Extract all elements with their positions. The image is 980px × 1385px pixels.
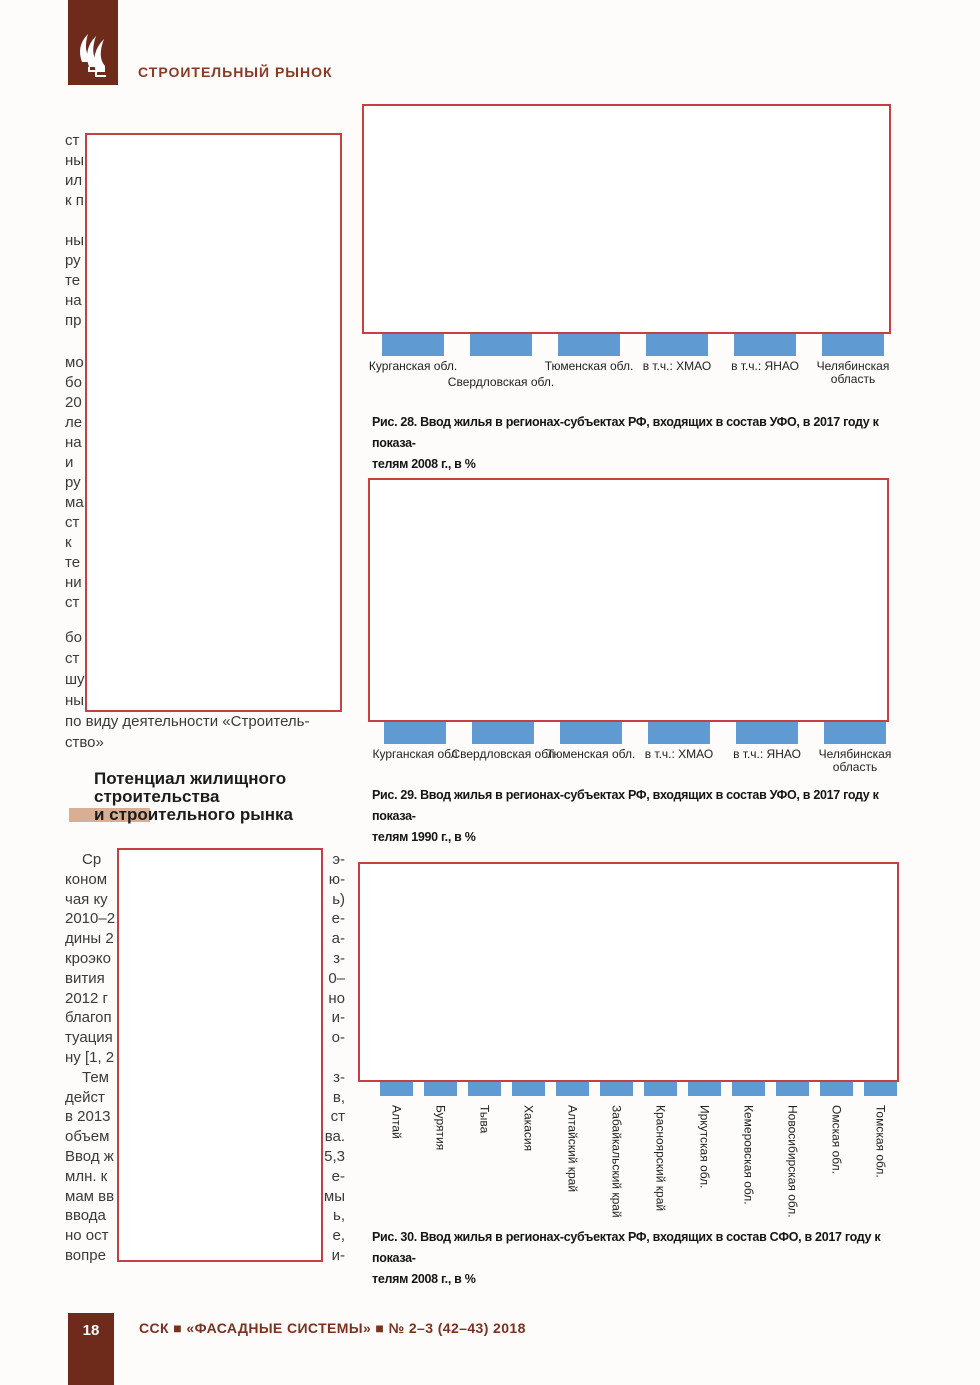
axis-category-label: Томская обл. <box>873 1105 888 1178</box>
bar <box>470 334 532 356</box>
text-line-fragment: коном ю- <box>65 870 345 888</box>
figure-3-bars-row <box>360 1082 902 1218</box>
bar <box>734 334 796 356</box>
category-slot <box>726 1082 770 1218</box>
bar <box>648 722 710 744</box>
text-line-fragment: объем ва. <box>65 1128 345 1146</box>
category-slot <box>462 1082 506 1218</box>
axis-category-label: Челябинская область <box>816 359 890 386</box>
bar <box>824 722 886 744</box>
category-slot <box>506 1082 550 1218</box>
text-line-fragment: ст <box>65 594 80 611</box>
text-line-fragment: 2010–2 е- <box>65 910 345 928</box>
category-slot <box>547 722 635 774</box>
bar <box>468 1082 501 1096</box>
text-line-fragment: к <box>65 534 72 551</box>
category-slot <box>369 334 457 389</box>
category-slot <box>814 1082 858 1218</box>
text-line-fragment: мо <box>65 354 84 371</box>
redaction-box-text-2 <box>117 848 323 1262</box>
bar <box>644 1082 677 1096</box>
category-slot <box>638 1082 682 1218</box>
text-line-fragment: вопре и- <box>65 1246 345 1264</box>
category-slot <box>770 1082 814 1218</box>
redaction-box-chart-1 <box>362 104 891 334</box>
figure-2-bars-row <box>364 722 899 774</box>
bar <box>380 1082 413 1096</box>
axis-category-label: в т.ч.: ЯНАО <box>731 359 799 373</box>
axis-category-label: Новосибирская обл. <box>785 1105 800 1218</box>
category-slot <box>721 334 809 389</box>
bar <box>472 722 534 744</box>
axis-category-label: Курганская обл <box>372 747 458 761</box>
axis-category-label: Тюменская обл. <box>544 359 634 373</box>
category-slot <box>374 1082 418 1218</box>
text-line-fragment: бо <box>65 374 82 391</box>
bar <box>688 1082 721 1096</box>
bar <box>822 334 884 356</box>
text-line-fragment: ст <box>65 650 80 667</box>
figure-caption-line-1: Рис. 28. Ввод жилья в регионах-субъектах РФ, входящих в состав УФО, в 2017 году к показа- <box>372 415 879 450</box>
category-slot <box>451 722 555 774</box>
figure-caption-1 <box>372 412 912 475</box>
bar <box>556 1082 589 1096</box>
text-line-fragment: млн. к е- <box>65 1167 345 1185</box>
text-line-fragment: ны <box>65 152 85 169</box>
text-line-fragment: мам вв мы <box>65 1187 345 1205</box>
axis-category-label: Алтай <box>389 1105 404 1139</box>
axis-category-label: Тюменская обл. <box>546 747 636 761</box>
bar <box>384 722 446 744</box>
bar <box>732 1082 765 1096</box>
subheading-line-2: строительства <box>94 787 220 806</box>
text-line-fragment: на <box>65 292 82 309</box>
figure-caption-line-2: телям 2008 г., в % <box>372 1272 476 1286</box>
category-slot <box>635 722 723 774</box>
category-slot <box>858 1082 902 1218</box>
text-line-fragment: ле <box>65 414 83 431</box>
redaction-box-chart-2 <box>368 478 889 722</box>
text-line-fragment: вития 0– <box>65 969 345 987</box>
bar <box>776 1082 809 1096</box>
axis-category-label: Челябинская область <box>818 747 892 774</box>
bar <box>820 1082 853 1096</box>
figure-caption-line-1: Рис. 29. Ввод жилья в регионах-субъектах РФ, входящих в состав УФО, в 2017 году к показа- <box>372 788 879 823</box>
axis-category-label: Омская обл. <box>829 1105 844 1174</box>
text-line-fragment: туация о- <box>65 1029 345 1047</box>
text-line-fragment: Ср э- <box>82 851 345 868</box>
text-line-fragment: ст <box>65 514 80 531</box>
redaction-box-text-1 <box>85 133 342 712</box>
category-slot <box>633 334 721 389</box>
bar <box>864 1082 897 1096</box>
text-line-fragment: ма <box>65 494 84 511</box>
category-slot <box>723 722 811 774</box>
page-number: 18 <box>82 1322 100 1339</box>
bar <box>382 334 444 356</box>
category-slot <box>594 1082 638 1218</box>
redaction-box-chart-3 <box>358 862 899 1082</box>
text-line-fragment: кроэко з- <box>65 949 345 967</box>
text-line-fragment: ру <box>65 474 81 491</box>
publisher-logo <box>68 0 118 85</box>
category-slot <box>418 1082 462 1218</box>
axis-category-label: Курганская обл. <box>368 359 458 373</box>
text-line-fragment: ство» <box>65 734 104 751</box>
category-slot <box>447 334 555 389</box>
text-line-fragment: шу <box>65 671 85 688</box>
text-line-fragment: к п <box>65 192 84 209</box>
text-line-fragment: ввода ь, <box>65 1207 345 1225</box>
text-line-fragment: бо <box>65 629 82 646</box>
journal-issue-line: ССК ■ «ФАСАДНЫЕ СИСТЕМЫ» ■ № 2–3 (42–43) 2018 <box>139 1320 526 1336</box>
category-slot <box>809 334 897 389</box>
text-line-fragment: на <box>65 434 82 451</box>
figure-caption-line-1: Рис. 30. Ввод жилья в регионах-субъектах РФ, входящих в состав СФО, в 2017 году к показа- <box>372 1230 881 1265</box>
axis-category-label: Свердловская обл <box>451 747 555 761</box>
text-line-fragment: ны <box>65 232 85 249</box>
axis-category-label: в т.ч.: ХМАО <box>644 747 714 761</box>
category-slot <box>545 334 633 389</box>
axis-category-label: Тыва <box>477 1105 492 1134</box>
text-line-fragment: благоп и- <box>65 1009 345 1027</box>
axis-category-label: в т.ч.: ХМАО <box>642 359 712 373</box>
text-line-fragment: 20 <box>65 394 82 411</box>
text-line-fragment: Тем з- <box>82 1068 345 1086</box>
subheading-line-1: Потенциал жилищного <box>94 769 287 788</box>
category-slot <box>682 1082 726 1218</box>
bar <box>646 334 708 356</box>
text-line-fragment: дейст в, <box>65 1088 345 1106</box>
category-slot <box>550 1082 594 1218</box>
text-line-fragment: по виду деятельности «Строитель- <box>65 713 310 730</box>
axis-category-label: Забайкальский край <box>609 1105 624 1218</box>
figure-caption-3 <box>372 1227 912 1290</box>
axis-category-label: Иркутская обл. <box>697 1105 712 1189</box>
article-subheading <box>94 770 354 824</box>
text-line-fragment: те <box>65 554 81 571</box>
axis-category-label: в т.ч.: ЯНАО <box>733 747 801 761</box>
text-line-fragment: те <box>65 272 81 289</box>
bar <box>512 1082 545 1096</box>
figure-caption-line-2: телям 1990 г., в % <box>372 830 476 844</box>
swoosh-logo-icon <box>68 0 118 85</box>
figure-caption-line-2: телям 2008 г., в % <box>372 457 476 471</box>
axis-category-label: Хакасия <box>521 1105 536 1152</box>
text-line-fragment: но ост е, <box>65 1227 345 1245</box>
axis-category-label: Красноярский край <box>653 1105 668 1212</box>
figure-caption-2 <box>372 785 912 848</box>
bar <box>600 1082 633 1096</box>
category-slot <box>811 722 899 774</box>
text-line-fragment: ни <box>65 574 82 591</box>
section-title: СТРОИТЕЛЬНЫЙ РЫНОК <box>138 64 333 80</box>
text-line-fragment: чая ку ь) <box>65 890 345 908</box>
bar <box>560 722 622 744</box>
figure-1-bars-row <box>362 334 897 389</box>
text-line-fragment: в 2013 ст <box>65 1108 345 1126</box>
axis-category-label: Свердловская обл. <box>447 375 555 389</box>
text-line-fragment: ну [1, 2 <box>65 1048 115 1066</box>
bar <box>424 1082 457 1096</box>
text-line-fragment: ру <box>65 252 81 269</box>
text-line-fragment: ны <box>65 692 85 709</box>
axis-category-label: Кемеровская обл. <box>741 1105 756 1205</box>
axis-category-label: Бурятия <box>433 1105 448 1151</box>
text-line-fragment: ст <box>65 132 80 149</box>
text-line-fragment: дины 2 а- <box>65 930 345 948</box>
bar <box>558 334 620 356</box>
axis-category-label: Алтайский край <box>565 1105 580 1193</box>
bar <box>736 722 798 744</box>
page-number-block <box>68 1313 114 1385</box>
subheading-line-3: и строительного рынка <box>94 805 293 824</box>
text-line-fragment: 2012 г но <box>65 989 345 1007</box>
text-line-fragment: и <box>65 454 74 471</box>
text-line-fragment: ил <box>65 172 83 189</box>
category-slot <box>371 722 459 774</box>
text-line-fragment: Ввод ж 5,3 <box>65 1147 345 1165</box>
text-line-fragment: пр <box>65 312 82 329</box>
